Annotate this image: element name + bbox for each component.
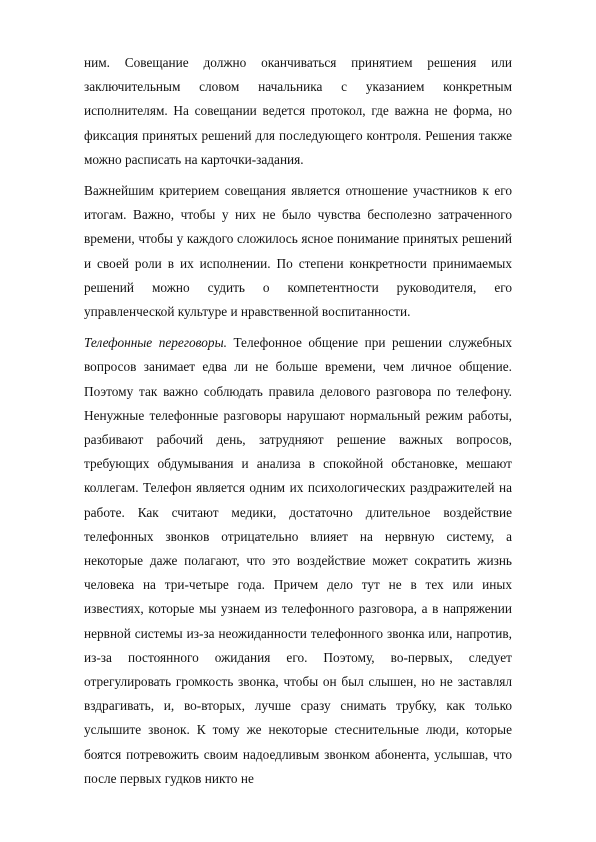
paragraph-text: Важнейшим критерием совещания является отношение участников к его итогам. Важно, чтобы у них не было чувства бесполезно затраченного времени, чтобы у каждого сложилось ясное понимание принятых решений и своей роли в их исполнении. По степени конкретности принимаемых решений можно судить о компетентности руководителя, его управленческой культуре и нравственной воспитанности. [84, 183, 512, 320]
paragraph-meeting-conclusion [84, 51, 512, 172]
section-lead-heading: Телефонные переговоры. [84, 335, 227, 351]
paragraph-text: ним. Совещание должно оканчиваться принятием решения или заключительным словом начальника с указанием конкретным исполнителям. На совещании ведется протокол, где важна не форма, но фиксация принятых решений для последующего контроля. Решения также можно расписать на карточки-задания. [84, 55, 512, 167]
paragraph-phone-talks [84, 331, 512, 791]
paragraph-meeting-criterion [84, 179, 512, 324]
document-page [84, 51, 512, 791]
paragraph-text: Телефонное общение при решении служебных вопросов занимает едва ли не больше времени, чем личное общение. Поэтому так важно соблюдать правила делового разговора по телефону. Ненужные телефонные разговоры нарушают нормальный режим работы, разбивают рабочий день, затрудняют решение важных вопросов, требующих обдумывания и анализа в спокойной обстановке, мешают коллегам. Телефон является одним их психологических раздражителей на работе. Как считают медики, достаточно длительное воздействие телефонных звонков отрицательно влияет на нервную систему, а некоторые даже полагают, что это воздействие может сократить жизнь человека на три-четыре года. Причем дело тут не в тех или иных известиях, которые мы узнаем из телефонного разговора, а в напряжении нервной системы из-за неожиданности телефонного звонка или, напротив, из-за постоянного ожидания его. Поэтому, во-первых, следует отрегулировать громкость звонка, чтобы он был слышен, но не заставлял вздрагивать, и, во-вторых, лучше сразу снимать трубку, как только услышите звонок. К тому же некоторые стеснительные люди, которые боятся потревожить своим надоедливым звонком абонента, услышав, что после первых гудков никто не [84, 335, 513, 786]
